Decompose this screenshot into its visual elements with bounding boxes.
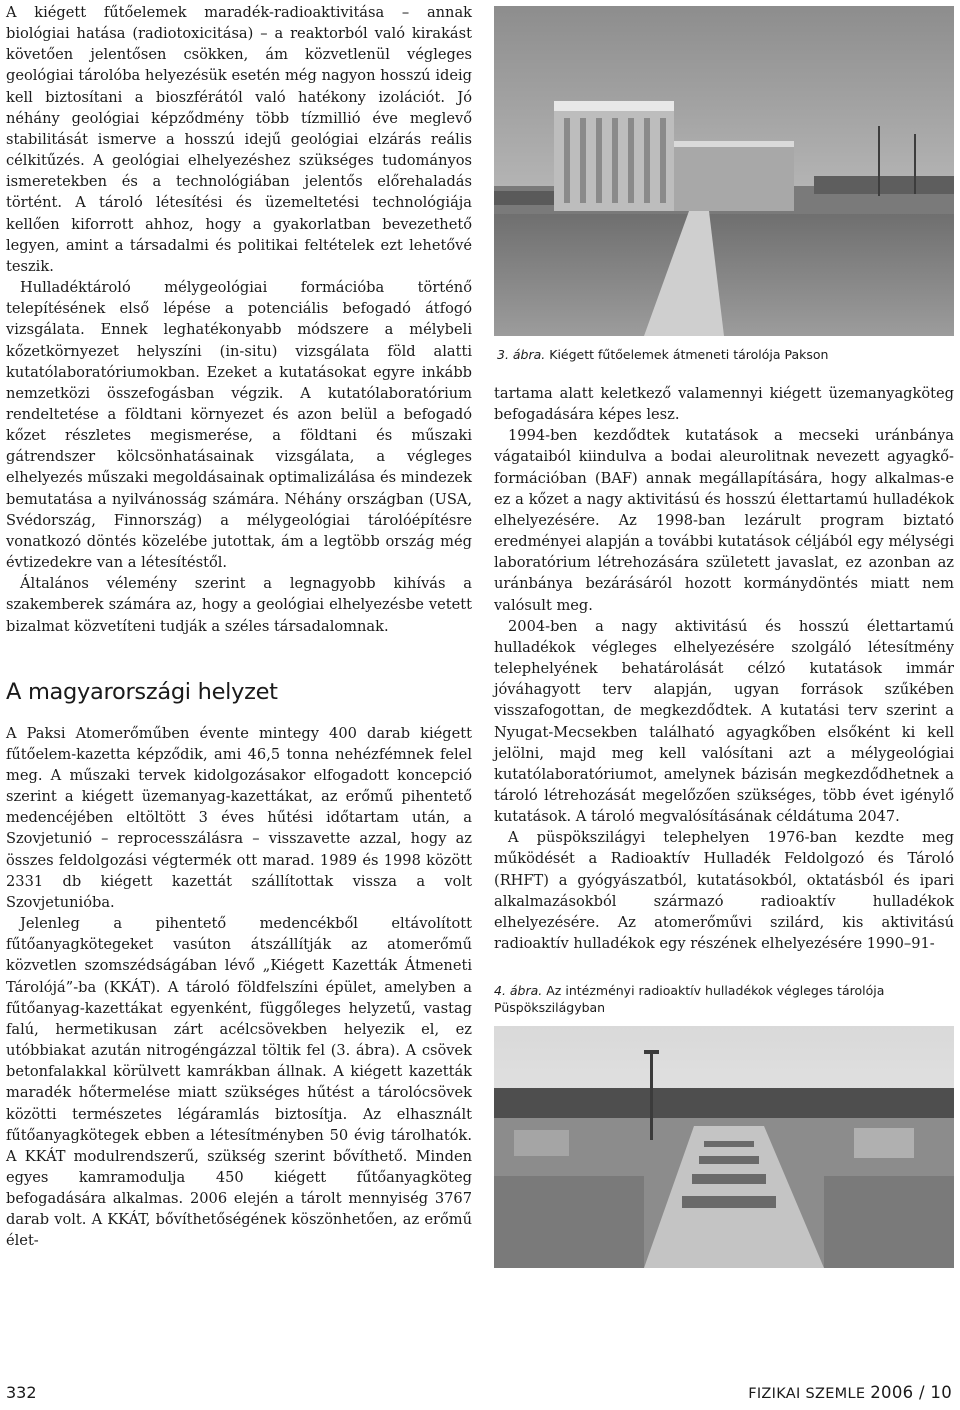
figure-4-caption: 4. ábra. Az intézményi radioaktív hulladékok végleges tárolója Püspökszilágyban (494, 983, 885, 1016)
right-text (494, 383, 954, 954)
paragraph: tartama alatt keletkező valamennyi kiégett üzemanyagköteg befogadására képes lesz. (494, 385, 954, 424)
paragraph: 2004-ben a nagy aktivitású és hosszú élettartamú hulladékok végleges elhelyezésére szolgáló létesítmény telephelyének behatárolását célzó kutatások immár jóváhagyott terv alapján, ugyan források szűkében visszafogottan, de megkezdődtek. A kutatási terv szerint a Nyugat-Mecsekben található agyagkőben elsőként ki kell jelölni, majd meg kell valósítani azt a mélygeológiai kutatólaboratóriumot, amelynek bázisán megkezdődhetnek a tároló létrehozását megelőzően szükséges, több évet igénylő kutatások. A tároló megvalósításának céldátuma 2047. (494, 617, 954, 826)
paragraph: A püspökszilágyi telephelyen 1976-ban kezdte meg működését a Radioaktív Hulladék Feldolgozó és Tároló (RHFT) a gyógyászatból, kutatásokból, oktatásból és ipari alkalmazásokból származó radioaktív hulladékok elhelyezésére. Az atomerőművi szilárd, kis aktivitású radioaktív hulladékok egy részének elhelyezésére 1990–91- (494, 829, 954, 953)
paragraph: Hulladéktároló mélygeológiai formációba történő telepítésének első lépése a potenciális befogadó átfogó vizsgálata. Ennek leghatékonyabb módszere a mélybeli kőzetkörnyezet helyszíni (in-situ) vizsgálata föld alatti kutatólaboratóriumokban. Ezeket a kutatásokat egyre inkább nemzetközi összefogásban végzik. A kutatólaboratórium rendeltetése a földtani környezet és azon belül a befogadó kőzet részletes megismerése, a földtani és műszaki gátrendszer kölcsönhatásainak vizsgálata, a végleges elhelyezés műszaki megoldásainak optimalizálása és mindezek bemutatása a nyilvánosság számára. Néhány országban (USA, Svédország, Finnország) a mélygeológiai tárolóépítésre vonatkozó döntés közelébe jutottak, ám a legtöbb ország még évtizedekre van a létesítéstől. (6, 279, 472, 572)
journal-title: FIZIKAI SZEMLE 2006 / 10 (748, 1383, 952, 1402)
paragraph: 1994-ben kezdődtek kutatások a mecseki uránbánya vágataiból kiindulva a bodai aleurolitnak nevezett agyagkő-formációban (BAF) annak megállapítására, hogy alkalmas-e ez a kőzet a nagy aktivitású és hosszú élettartamú hulladékok elhelyezésére. Az 1998-ban lezárult program biztató eredményei alapján a további kutatások céljából egy mélységi laboratórium létrehozására született javaslat, ez azonban az uránbánya bezárásáról hozott kormánydöntés miatt nem valósult meg. (494, 427, 954, 614)
paragraph: Jelenleg a pihentető medencékből eltávolított fűtőanyagkötegeket vasúton átszállítják az atomerőmű közvetlen szomszédságában lévő „Kiégett Kazetták Átmeneti Tárolójá”-ba (KKÁT). A tároló földfelszíni épület, amelyben a fűtőanyag-kazettákat egyenként, függőleges helyzetű, vastag falú, hermetikusan zárt acélcsövekben helyezik el, ez utóbbiakat azután nitrogéngázzal töltik fel (3. ábra). A csövek betonfalakkal körülvett kamrákban állnak. A kiégett kazetták maradék hőtermelése miatt szükséges hűtést a tárolócsövek közötti természetes légáramlás biztosítja. Az elhasznált fűtőanyagkötegek ebben a létesítményben 50 évig tárolhatók. A KKÁT modulrendszerű, szükség szerint bővíthető. Minden egyes kamramodulja 450 kiégett fűtőanyagköteg befogadására alkalmas. 2006 elején a tárolt mennyiség 3767 darab volt. A KKÁT, bővíthetőségének köszönhetően, az erőmű élet- (6, 915, 472, 1250)
journal-issue: 2006 / 10 (870, 1383, 952, 1402)
repository-image (494, 1026, 954, 1268)
right-column (494, 0, 954, 1268)
left-column (6, 0, 472, 1252)
storage-building-image (494, 6, 954, 336)
paragraph: A Paksi Atomerőműben évente mintegy 400 darab kiégett fűtőelem-kazetta képződik, ami 46,5 tonna nehézfémnek felel meg. A műszaki tervek kidolgozásakor elfogadott koncepció szerint a kiégett üzemanyag-kazettákat, az erőmű pihentető medencéjében eltöltött 3 éves hűtési időtartam után, a Szovjetunió – reprocesszálásra – visszavette azzal, hogy az összes feldolgozási végtermék ott marad. 1989 és 1998 között 2331 db kiégett kazettát szállítottak vissza a volt Szovjetunióba. (6, 724, 472, 911)
paragraph: Általános vélemény szerint a legnagyobb kihívás a szakemberek számára az, hogy a geológiai elhelyezésbe vetett bizalmat közvetíteni tudják a széles társadalomnak. (6, 575, 472, 635)
figure-3-photo (494, 6, 954, 336)
paragraph: A kiégett fűtőelemek maradék-radioaktivitása – annak biológiai hatása (radiotoxicitása) – a reaktorból való kirakást követően jelentősen csökken, ám közvetlenül végleges geológiai tárolóba helyezésük esetén még nagyon hosszú ideig kell biztosítani a bioszférától való hatékony izolációt. Jó néhány geológiai képződmény több tízmillió éve meglevő stabilitását ismerve a hosszú idejű geológiai elzárás reális célkitűzés. A geológiai elhelyezéshez szükséges tudományos ismeretekben és a technológiában jelentős előrehaladás történt. A tároló létesítési és üzemeltetési technológiája kellően kiforrott ahhoz, hogy a gyakorlatban bevezethető legyen, amint a társadalmi és politikai feltételek ezt lehetővé teszik. (6, 4, 472, 275)
figure-3-caption: 3. ábra. Kiégett fűtőelemek átmeneti tárolója Pakson (497, 347, 829, 362)
page-footer (0, 1383, 960, 1407)
page-number: 332 (6, 1383, 37, 1402)
figure-4-photo (494, 1026, 954, 1268)
section-heading: A magyarországi helyzet (6, 678, 278, 705)
